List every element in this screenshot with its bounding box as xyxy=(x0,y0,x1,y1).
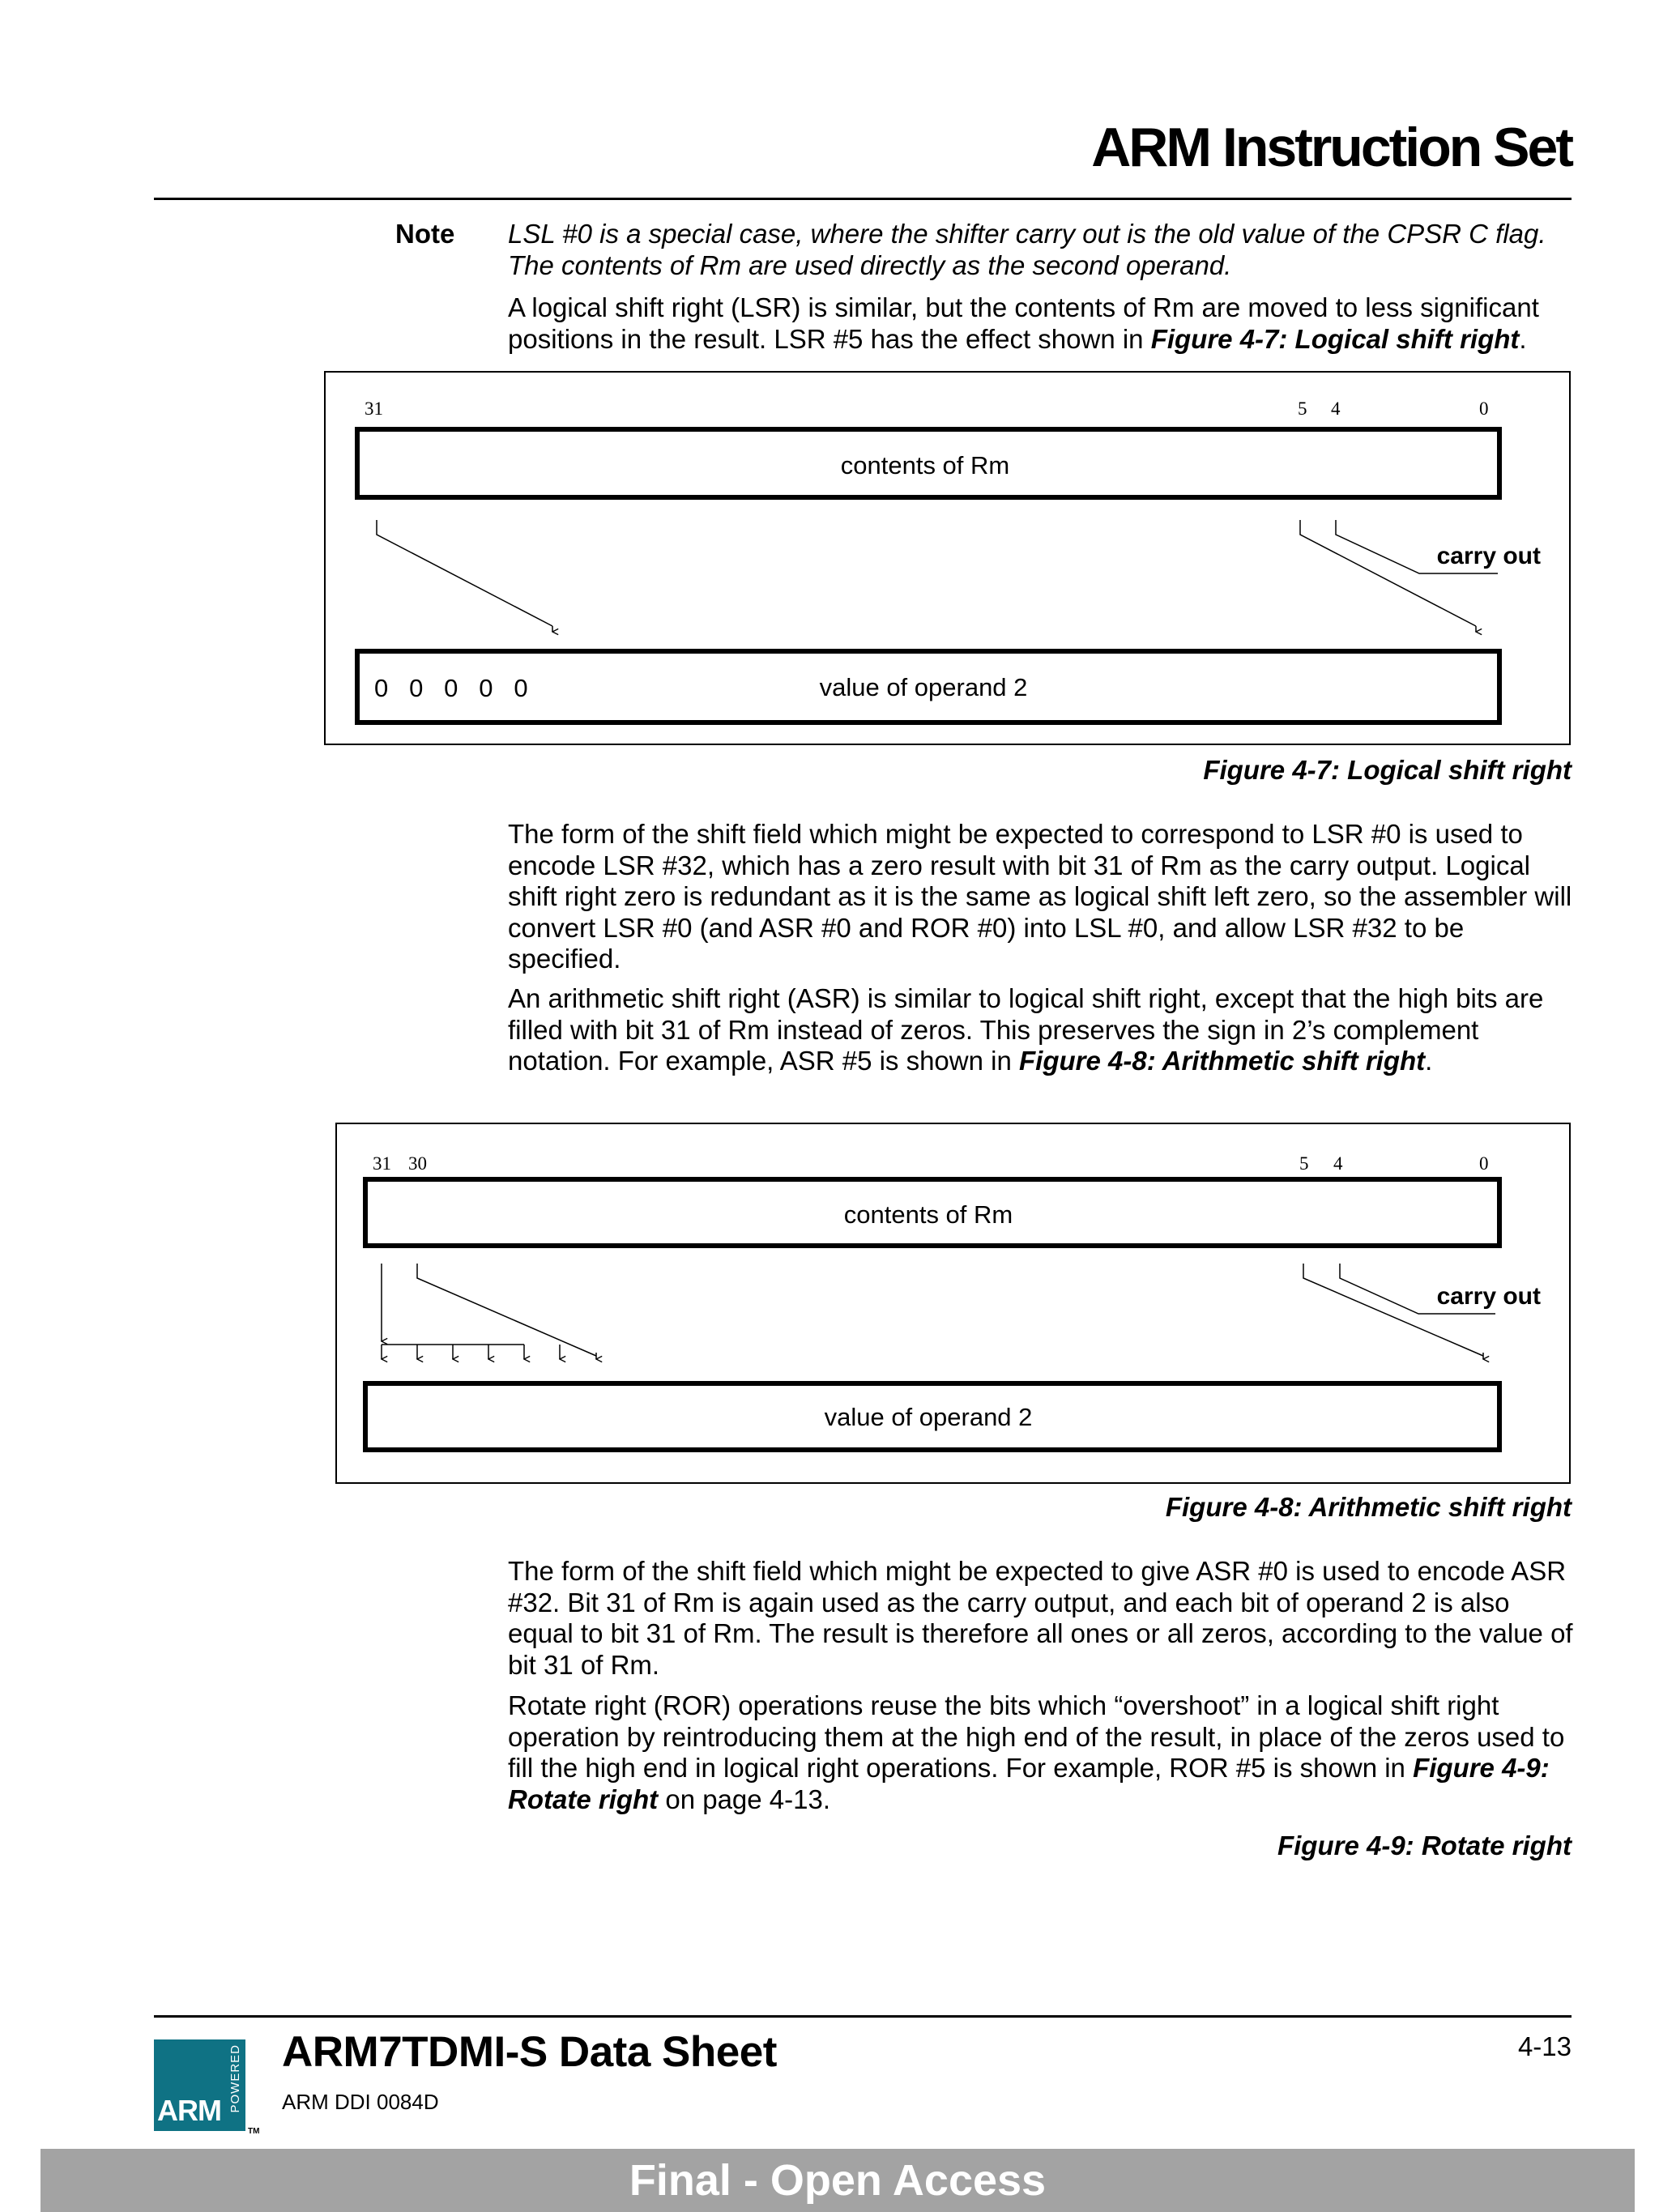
figure-4-8-caption: Figure 4-8: Arithmetic shift right xyxy=(1165,1492,1572,1522)
rm-box-label: contents of Rm xyxy=(843,1200,1013,1229)
asr-zero-paragraph: The form of the shift field which might be expected to give ASR #0 is used to encode ASR #32. Bit 31 of Rm is again used as the carry output, and each bit of operand 2 is also equal to bit 31 of Rm. The result is therefore all ones or all zeros, according to the value of bit 31 of Rm. xyxy=(508,1556,1573,1680)
shift-arrow-high xyxy=(417,1264,596,1356)
figure-4-8-reference[interactable]: Figure 4-8: Arithmetic shift right xyxy=(1019,1046,1426,1076)
figure-4-9-reference[interactable]: Figure 4-9: Rotate right xyxy=(508,1753,1550,1814)
footer-document-id: ARM DDI 0084D xyxy=(282,2090,439,2114)
figure-4-7-reference[interactable]: Figure 4-7: Logical shift right xyxy=(1150,323,1520,354)
bit-5-label: 5 xyxy=(1298,399,1307,419)
logo-brand-text: ARM xyxy=(157,2094,221,2127)
note-text: LSL #0 is a special case, where the shifter carry out is the old value of the CPSR C flag. The contents of Rm are used directly as the second operand. xyxy=(508,219,1546,280)
ror-paragraph xyxy=(508,1690,1577,1815)
page-number: 4-13 xyxy=(1517,2031,1572,2061)
lsr-zero-paragraph: The form of the shift field which might be expected to correspond to LSR #0 is used to encode LSR #32, which has a zero result with bit 31 of Rm as the carry output. Logical shift right zero is redundant as it is the same as logical shift left zero, so the assembler will convert LSR #0 (and ASR #0 and ROR #0) into LSL #0, and allow LSR #32 to be specified. xyxy=(508,819,1572,974)
figure-4-8-frame xyxy=(335,1123,1571,1484)
page-header-title: ARM Instruction Set xyxy=(1091,117,1572,178)
figure-4-9-caption: Figure 4-9: Rotate right xyxy=(1277,1831,1572,1860)
asr-intro-paragraph xyxy=(508,983,1577,1077)
ror-end: on page 4-13. xyxy=(658,1784,831,1814)
asr-intro-end: . xyxy=(1425,1046,1433,1076)
footer-document-title: ARM7TDMI-S Data Sheet xyxy=(282,2028,777,2076)
logo-powered-text: POWERED xyxy=(228,2044,242,2113)
note-label: Note xyxy=(395,219,455,249)
bit-0-label: 0 xyxy=(1479,1153,1489,1174)
carry-out-label: carry out xyxy=(1436,543,1541,569)
bit-31-label: 31 xyxy=(365,399,383,419)
figure-4-8-diagram xyxy=(337,1124,1569,1482)
shift-arrow-low xyxy=(1303,1264,1483,1356)
arm-powered-logo xyxy=(154,2039,260,2136)
lsr-intro-end: . xyxy=(1519,323,1527,354)
footer-rule xyxy=(154,2015,1572,2018)
ror-text: Rotate right (ROR) operations reuse the bits which “overshoot” in a logical shift right operation by reintroducing them at the high end of the result, in place of the zeros used to fill the high end in logical right operations. For example, ROR #5 is shown in xyxy=(508,1690,1565,1783)
figure-4-7-caption: Figure 4-7: Logical shift right xyxy=(1203,755,1572,785)
bit-31-label: 31 xyxy=(373,1153,391,1174)
lsr-intro-paragraph xyxy=(508,292,1577,355)
shift-arrow-high xyxy=(377,520,552,626)
bit-30-label: 30 xyxy=(408,1153,427,1174)
operand2-box-label: value of operand 2 xyxy=(819,673,1028,701)
bit-4-label: 4 xyxy=(1333,1153,1343,1174)
access-banner-text: Final - Open Access xyxy=(629,2156,1047,2205)
header-rule xyxy=(154,198,1572,200)
asr-intro-text: An arithmetic shift right (ASR) is similar to logical shift right, except that the high bits are filled with bit 31 of Rm instead of zeros. This preserves the sign in 2’s complement notation. For example, ASR #5 is shown in xyxy=(508,983,1544,1076)
lsr-intro-text: A logical shift right (LSR) is similar, but the contents of Rm are moved to less significant positions in the result. LSR #5 has the effect shown in xyxy=(508,292,1539,354)
carry-out-label: carry out xyxy=(1436,1283,1541,1310)
figure-4-7-diagram xyxy=(326,373,1569,744)
operand2-box-label: value of operand 2 xyxy=(824,1403,1033,1431)
logo-trademark: TM xyxy=(248,2127,260,2136)
zero-fill-bits: 0 0 0 0 0 xyxy=(374,674,528,702)
bit-4-label: 4 xyxy=(1331,399,1341,419)
access-banner xyxy=(41,2149,1635,2212)
bit-0-label: 0 xyxy=(1479,399,1489,419)
bit-5-label: 5 xyxy=(1299,1153,1309,1174)
figure-4-7-frame xyxy=(324,371,1571,745)
rm-box-label: contents of Rm xyxy=(840,451,1010,479)
